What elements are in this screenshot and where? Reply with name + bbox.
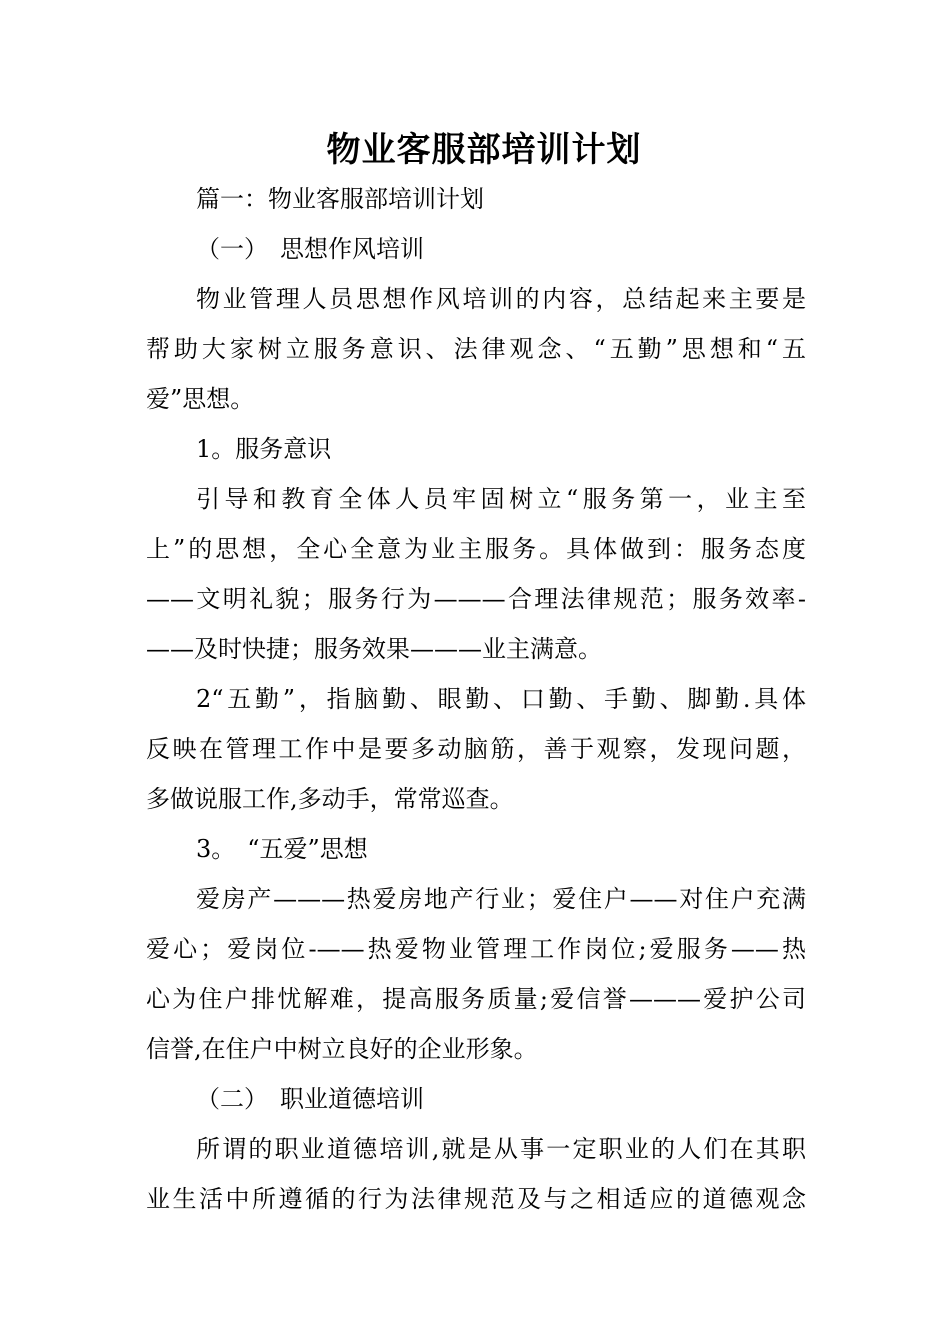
subsection-heading: （一） 思想作风培训 xyxy=(196,235,424,263)
paragraph-line: 爱房产———热爱房地产行业；爱住户——对住户充满 xyxy=(196,885,806,913)
paragraph-line: 2“五勤”，指脑勤、眼勤、口勤、手勤、脚勤.具体 xyxy=(196,685,806,713)
section-heading: 篇一：物业客服部培训计划 xyxy=(196,185,484,213)
paragraph-line: 爱心；爱岗位-——热爱物业管理工作岗位;爱服务——热 xyxy=(146,935,806,963)
paragraph-line: 业生活中所遵循的行为法律规范及与之相适应的道德观念 xyxy=(146,1185,806,1213)
document-title: 物业客服部培训计划 xyxy=(326,130,642,170)
list-heading: 3。 “五爱”思想 xyxy=(196,835,368,863)
paragraph-line: 物业管理人员思想作风培训的内容，总结起来主要是 xyxy=(196,285,806,313)
paragraph-line: 反映在管理工作中是要多动脑筋，善于观察，发现问题， xyxy=(146,735,806,763)
paragraph-line: 帮助大家树立服务意识、法律观念、“五勤”思想和“五 xyxy=(146,335,806,363)
subsection-heading: （二） 职业道德培训 xyxy=(196,1085,424,1113)
paragraph-line: 引导和教育全体人员牢固树立“服务第一，业主至 xyxy=(196,485,806,513)
paragraph-line: ——文明礼貌；服务行为———合理法律规范；服务效率- xyxy=(146,585,806,613)
paragraph-line: 所谓的职业道德培训,就是从事一定职业的人们在其职 xyxy=(196,1135,806,1163)
paragraph-line: 上”的思想，全心全意为业主服务。具体做到：服务态度 xyxy=(146,535,806,563)
paragraph-line: 心为住户排忧解难，提高服务质量;爱信誉———爱护公司 xyxy=(146,985,806,1013)
paragraph-line: ——及时快捷；服务效果———业主满意。 xyxy=(146,635,602,663)
list-heading: 1。服务意识 xyxy=(196,435,332,463)
paragraph-line: 爱”思想。 xyxy=(146,385,255,413)
paragraph-line: 多做说服工作,多动手，常常巡查。 xyxy=(146,785,514,813)
paragraph-line: 信誉,在住户中树立良好的企业形象。 xyxy=(146,1035,538,1063)
